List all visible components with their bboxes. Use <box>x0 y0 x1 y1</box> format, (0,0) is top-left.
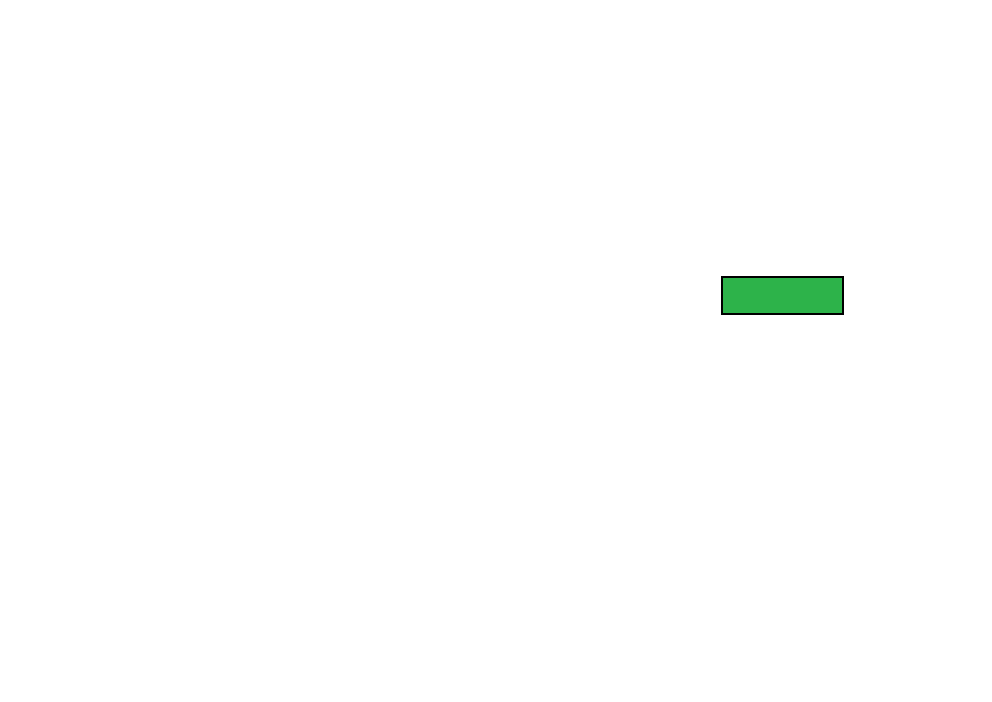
suspension-note <box>721 276 844 315</box>
